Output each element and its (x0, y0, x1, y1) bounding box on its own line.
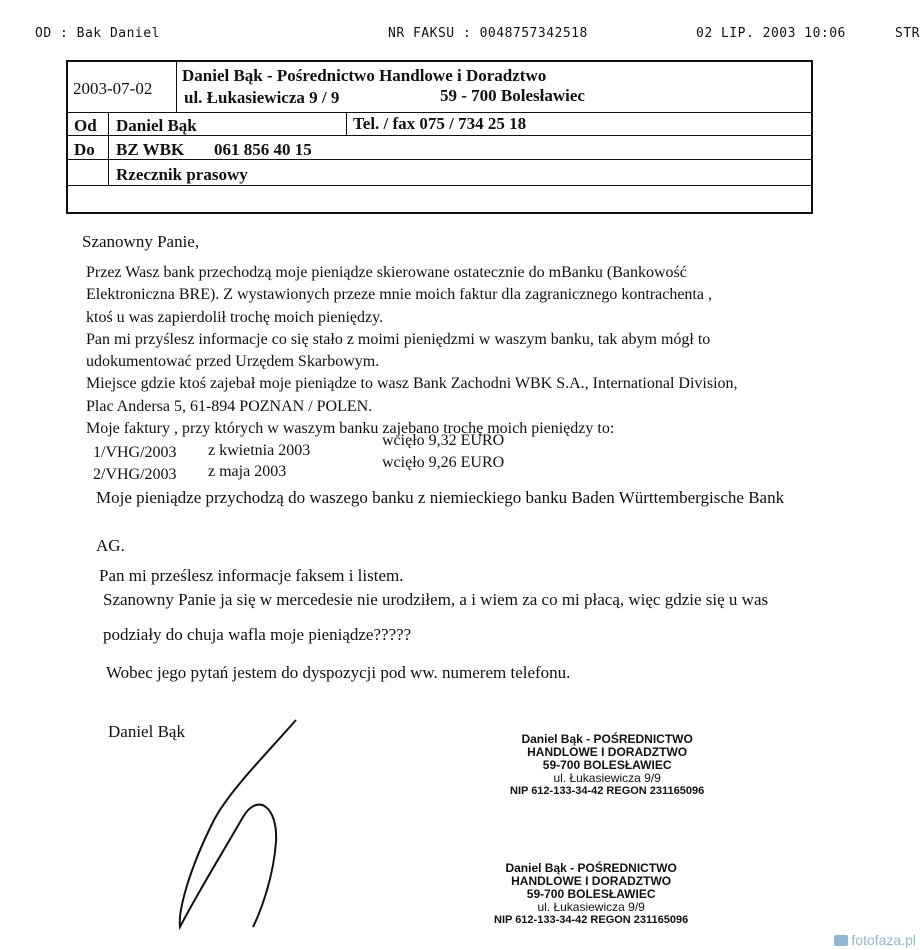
from-label: Od (74, 116, 97, 135)
letter-line: Moje pieniądze przychodzą do waszego banku z niemieckiego banku Baden Württembergische Bank (96, 488, 785, 507)
company-phone: Tel. / fax 075 / 734 25 18 (353, 114, 527, 133)
letter-line: Elektroniczna BRE). Z wystawionych przeze mnie moich faktur dla zagranicznego kontrachenta , (86, 286, 712, 303)
signature-name: Daniel Bąk (108, 722, 185, 741)
to-phone: 061 856 40 15 (214, 140, 312, 159)
to-recipient: Rzecznik prasowy (116, 165, 248, 184)
letter-line: udokumentować przed Urzędem Skarbowym. (86, 353, 380, 370)
fax-number: NR FAKSU : 0048757342518 (388, 26, 588, 41)
letter-line: Pan mi przyślesz informacje co się stało z moimi pieniędzmi w waszym banku, tak abym mógł to (86, 331, 711, 348)
to-bank: BZ WBK (116, 140, 185, 159)
handwritten-signature (168, 712, 328, 942)
form-date: 2003-07-02 (73, 79, 153, 98)
invoice-date: z maja 2003 (208, 463, 287, 480)
letter-line: Wobec jego pytań jestem do dyspozycji pod ww. numerem telefonu. (106, 663, 571, 682)
fax-datetime: 02 LIP. 2003 10:06 (696, 26, 846, 41)
invoice-number: 2/VHG/2003 (93, 466, 177, 483)
fax-sender: OD : Bak Daniel (35, 26, 160, 41)
company-stamp: Daniel Bąk - POŚREDNICTWO HANDLOWE I DORADZTWO 59-700 BOLESŁAWIEC ul. Łukasiewicza 9/9 NIP 612-133-34-42 REGON 231165096 (510, 732, 705, 797)
invoice-number: 1/VHG/2003 (93, 444, 177, 461)
camera-icon (834, 935, 848, 946)
watermark: fotofaza.pl (834, 932, 916, 948)
letter-line: Przez Wasz bank przechodzą moje pieniądze skierowane ostatecznie do mBanku (Bankowość (86, 264, 687, 281)
invoice-amount: wcięło 9,26 EURO (382, 454, 505, 471)
from-value: Daniel Bąk (116, 116, 197, 135)
letter-line: ktoś u was zapierdolił trochę moich pieniędzy. (86, 309, 384, 326)
to-label: Do (74, 140, 95, 159)
letter-line: Moje faktury , przy których w waszym banku zajebano trochę moich pieniędzy to: (86, 420, 615, 437)
company-street: ul. Łukasiewicza 9 / 9 (184, 88, 340, 107)
letter-line: Szanowny Panie ja się w mercedesie nie urodziłem, a i wiem za co mi płacą, więc gdzie się u was (103, 590, 769, 609)
salutation: Szanowny Panie, (82, 232, 200, 251)
fax-cover-form (66, 60, 813, 214)
invoice-date: z kwietnia 2003 (208, 442, 311, 459)
letter-line: Pan mi prześlesz informacje faksem i listem. (99, 566, 404, 585)
letter-line: Miejsce gdzie ktoś zajebał moje pieniądze to wasz Bank Zachodni WBK S.A., International Division, (86, 375, 738, 392)
letter-line: podziały do chuja wafla moje pieniądze????? (103, 625, 412, 644)
invoice-amount: wcięło 9,32 EURO (382, 432, 505, 449)
letter-line: AG. (96, 536, 125, 555)
fax-page: STR (895, 26, 920, 41)
company-stamp: Daniel Bąk - POŚREDNICTWO HANDLOWE I DORADZTWO 59-700 BOLESŁAWIEC ul. Łukasiewicza 9/9 NIP 612-133-34-42 REGON 231165096 (494, 861, 689, 926)
company-city: 59 - 700 Bolesławiec (440, 86, 585, 105)
letter-line: Plac Andersa 5, 61-894 POZNAN / POLEN. (86, 398, 373, 415)
company-name: Daniel Bąk - Pośrednictwo Handlowe i Doradztwo (182, 66, 547, 85)
